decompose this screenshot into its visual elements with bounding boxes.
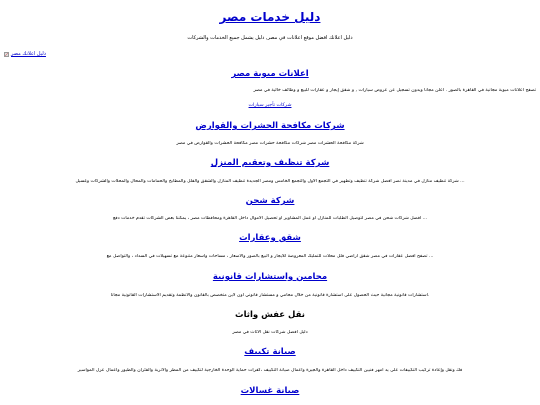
section-text-cleaning: ... شركة تنظيف منازل في مدينة نصر افضل شركة تنظيف وتطهير في التجمع الاول والتجمع الخامس ومصر الجديدة تنظيف المنازل والشقق والفلل والمطابخ والحمامات والمحال والمحلات والشركات وغسيل [75,179,465,184]
section-text-lawyers: .استشارات قانونية مجانية حيث الحصول على استشارة قانونية من خلال محامي و مستشار قانوني اون لاين متخصص بالقانون والأنظمة وتقديم الاستشارات القانونية مجانا [110,293,430,298]
section-title-pest-control[interactable]: شركات مكافحة الحشرات والقوارض [195,121,345,131]
section-title-real-estate[interactable]: شقق وعقارات [239,233,301,243]
section-text-shipping: ... افضل شركات شحن في مصر لتوصيل الطلبات للمنازل أو عمل المشاوير أو تحصيل الاموال داخل القاهرة ومحافظات مصر ، يمكننا بعض الشركات تقدم خدمات دفع [112,216,428,221]
logo-image[interactable] [4,51,46,57]
section-title-lawyers[interactable]: محامين واستشارات قانونية [212,272,328,282]
section-text-classifieds: تصفح اعلانات مبوبة مجانية في القاهرة بالصور . أعلن مجانا وبدون تسجيل عن عروض سيارات , و شقق إيجار و عقارات للبيع و وظائف خالية في مصر [253,88,536,93]
section-title-furniture-moving: نقل عفش واثاث [235,310,305,320]
section-text-real-estate: ... تصفح افضل عقارات في مصر شقق اراضي فلل محلات للتمليك المعروضة للايجار و البيع بالصور والاسعار ، مساحات واسعار متنوعة مع تسهيلات في السداد ، والتواصل مع [106,254,434,259]
section-title-washer-maintenance[interactable]: صيانة غسالات [240,386,300,396]
section-title-classifieds[interactable]: اعلانات مبوبة مصر [231,69,309,79]
site-description: دليل اعلانك افضل موقع اعلانات في مصر, دليل يشمل جميع الخدمات والشركات [187,35,353,41]
section-text-pest-control: شركة مكافحة الحشرات مصر شركات مكافحة حشرات مصر مكافحة الحشرات والقوارض في مصر [176,141,364,146]
section-title-shipping[interactable]: شركة شحن [245,196,295,206]
broken-image-icon [4,52,9,57]
site-title-link[interactable]: دليل خدمات مصر [219,10,321,24]
car-rental-link[interactable]: شركات تأجير سيارات [248,103,292,108]
section-text-ac-maintenance: فك ونقل وإعادة تركيب التكييفات على يد امهر فنيين التكييف داخل القاهرة والجيزة وأعمال صيانة التكييف ،كفرات حماية الوحدة الخارجية لتكييف من المطر والأتربة والفئران والطيور وأعمال عزل المواسير [77,368,463,373]
section-text-furniture-moving: دليل افضل شركات نقل الاثاث في مصر [232,330,308,335]
section-title-ac-maintenance[interactable]: صيانة تكييف [244,347,296,357]
logo-alt-text: دليل اعلانك مصر [11,51,46,57]
section-title-cleaning[interactable]: شركة تنظيف وتعقيم المنزل [210,158,330,168]
